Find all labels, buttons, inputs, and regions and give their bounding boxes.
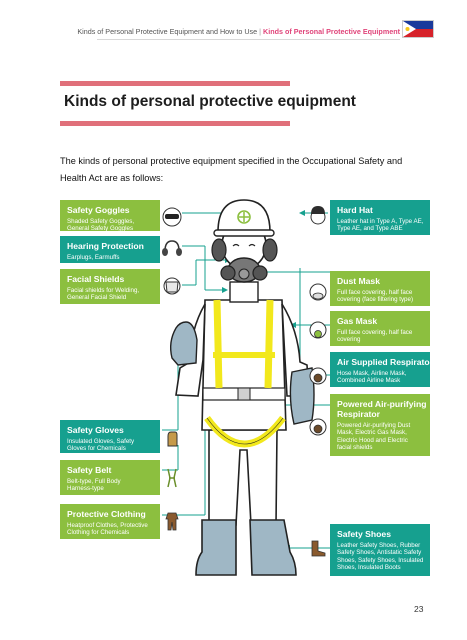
facial-shields-desc-2: General Facial Shield bbox=[67, 294, 127, 302]
safety-shoes-desc-1: Leather Safety Shoes, Rubber bbox=[337, 542, 421, 549]
safety-goggles-desc-1: Shaded Safety Goggles, bbox=[67, 218, 135, 225]
goggles-icon bbox=[160, 205, 184, 229]
running-header-section: Kinds of Personal Protective Equipment and How to Use bbox=[77, 27, 258, 36]
papr-box bbox=[330, 394, 430, 456]
papr-icon bbox=[306, 415, 330, 439]
running-header-separator: | bbox=[259, 27, 261, 36]
air-supplied-respirator-desc-1: Hose Mask, Airline Mask, bbox=[337, 370, 407, 377]
earmuffs-icon bbox=[160, 237, 184, 261]
gas-mask-title: Gas Mask bbox=[337, 316, 378, 326]
papr-title-2: Respirator bbox=[337, 409, 380, 419]
safety-gloves-desc-2: Gloves for Chemicals bbox=[67, 445, 126, 453]
safety-shoes-title: Safety Shoes bbox=[337, 529, 391, 539]
safety-gloves-box bbox=[60, 420, 160, 453]
glove-icon bbox=[160, 426, 184, 450]
gas-mask-desc-1: Full face covering, half face bbox=[337, 329, 413, 336]
gas-mask-box bbox=[330, 311, 430, 346]
air-supplied-respirator-icon bbox=[306, 364, 330, 388]
papr-desc-1: Powered Air-purifying Dust bbox=[337, 422, 411, 429]
safety-gloves-title: Safety Gloves bbox=[67, 425, 124, 435]
facial-shields-box bbox=[60, 269, 160, 304]
dust-mask-title: Dust Mask bbox=[337, 276, 380, 286]
safety-belt-box bbox=[60, 460, 160, 495]
hearing-protection-desc: Earplugs, Earmuffs bbox=[67, 254, 120, 261]
protective-clothing-icon bbox=[160, 509, 184, 533]
gas-mask-icon bbox=[306, 318, 330, 342]
protective-clothing-title: Protective Clothing bbox=[67, 509, 146, 519]
safety-goggles-box bbox=[60, 200, 160, 231]
safety-gloves-desc-1: Insulated Gloves, Safety bbox=[67, 438, 135, 445]
face-shield-icon bbox=[160, 274, 184, 298]
dust-mask-icon bbox=[306, 280, 330, 304]
papr-title-1: Powered Air-purifying bbox=[337, 399, 427, 409]
protective-clothing-desc-1: Heatproof Clothes, Protective bbox=[67, 522, 148, 529]
intro-paragraph: The kinds of personal protective equipment specified in the Occupational Safety and Health Act are as follows: bbox=[60, 156, 403, 183]
page-title: Kinds of personal protective equipment bbox=[64, 93, 356, 110]
safety-shoes-desc-4: Shoes, Insulated Boots bbox=[337, 563, 401, 571]
hearing-protection-title: Hearing Protection bbox=[67, 241, 144, 251]
hard-hat-box bbox=[330, 200, 430, 235]
hard-hat-icon bbox=[306, 203, 330, 227]
papr-desc-3: Electric Hood and Electric bbox=[337, 436, 408, 444]
dust-mask-desc-1: Full face covering, half face bbox=[337, 289, 413, 296]
air-supplied-respirator-box bbox=[330, 352, 433, 387]
right-boot bbox=[250, 520, 296, 575]
dust-mask-desc-2: covering (face filtering type) bbox=[337, 296, 414, 304]
facial-shields-desc-1: Facial shields for Welding, bbox=[67, 287, 140, 294]
left-boot bbox=[196, 520, 236, 575]
safety-goggles-title: Safety Goggles bbox=[67, 205, 130, 215]
running-header-current: Kinds of Personal Protective Equipment bbox=[263, 27, 400, 36]
papr-desc-4: facial shields bbox=[337, 443, 373, 451]
safety-belt-icon bbox=[160, 466, 184, 490]
protective-clothing-desc-2: Clothing for Chemicals bbox=[67, 529, 130, 537]
safety-belt-title: Safety Belt bbox=[67, 465, 112, 475]
left-glove bbox=[171, 322, 197, 365]
page-number: 23 bbox=[414, 604, 424, 614]
papr-desc-2: Mask, Electric Gas Mask, bbox=[337, 429, 407, 437]
air-supplied-respirator-desc-2: Combined Airline Mask bbox=[337, 377, 401, 385]
protective-clothing-box bbox=[60, 504, 160, 539]
facial-shields-title: Facial Shields bbox=[67, 274, 125, 284]
safety-shoe-icon bbox=[306, 536, 330, 560]
safety-shoes-desc-2: Safety Shoes, Antistatic Safety bbox=[337, 549, 422, 557]
safety-shoes-desc-3: Shoes, Safety Shoes, Insulated bbox=[337, 556, 424, 564]
air-supplied-respirator-title: Air Supplied Respirator bbox=[337, 357, 433, 367]
safety-goggles-desc-2: General Safety Goggles bbox=[67, 225, 134, 233]
gas-mask-desc-2: covering bbox=[337, 336, 361, 344]
hard-hat-desc-2: Type AE, and Type ABE bbox=[337, 225, 403, 233]
safety-shoes-box bbox=[330, 524, 430, 576]
safety-belt-desc-1: Belt-type, Full Body bbox=[67, 478, 121, 485]
safety-belt-desc-2: Harness-type bbox=[67, 485, 104, 493]
hearing-protection-box bbox=[60, 236, 160, 263]
hard-hat-title: Hard Hat bbox=[337, 205, 373, 215]
dust-mask-box bbox=[330, 271, 430, 306]
hard-hat-desc-1: Leather hat in Type A, Type AE, bbox=[337, 218, 424, 225]
